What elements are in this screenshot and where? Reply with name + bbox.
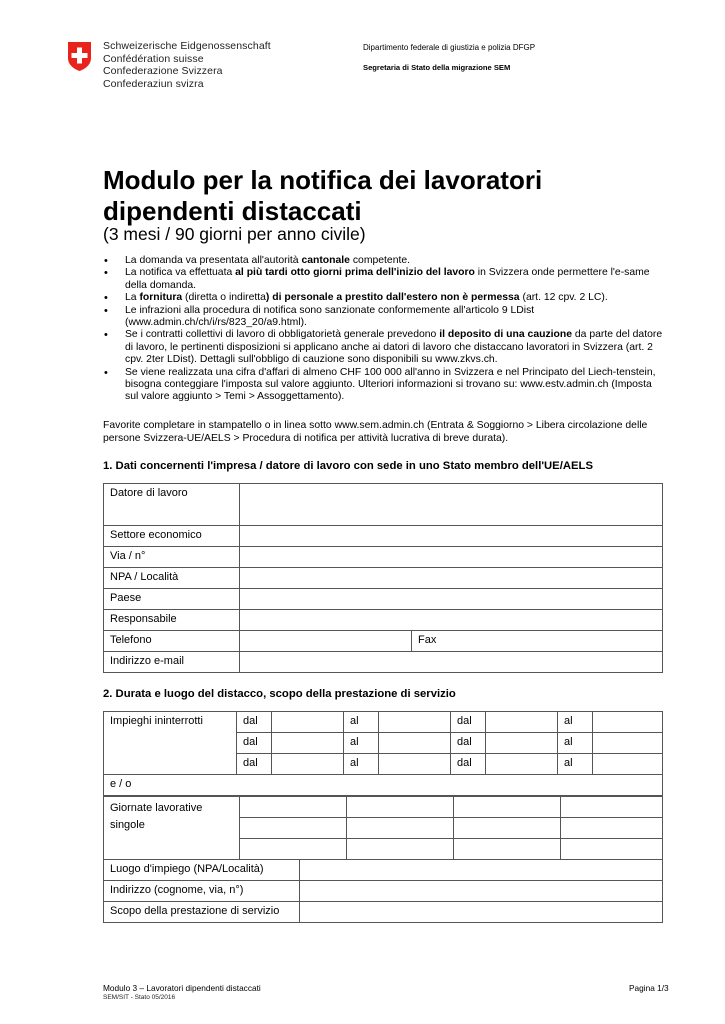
- employer-label: Datore di lavoro: [104, 484, 240, 526]
- day-field[interactable]: [454, 839, 561, 860]
- from-label: dal: [451, 733, 486, 754]
- footer-version: SEM/SIT - Stato 05/2016: [103, 994, 176, 1001]
- or-row: e / o: [104, 775, 663, 796]
- secretariat-name: Segretaria di Stato della migrazione SEM: [363, 63, 511, 72]
- page-title: [103, 165, 542, 227]
- day-field[interactable]: [240, 818, 347, 839]
- page-subtitle: (3 mesi / 90 giorni per anno civile): [103, 224, 366, 244]
- day-field[interactable]: [240, 797, 347, 818]
- from-date-field[interactable]: [272, 733, 344, 754]
- to-date-field[interactable]: [379, 733, 451, 754]
- place-label: Luogo d'impiego (NPA/Località): [104, 860, 300, 881]
- day-field[interactable]: [454, 818, 561, 839]
- purpose-field[interactable]: [300, 902, 663, 923]
- list-item: • Se viene realizzata una cifra d'affari di almeno CHF 100 000 all'anno in Svizzera e nel Principato del Liech-tenstein, bisogna conteggiare l'imposta sul valore aggiunto. Ulteriori informazioni si trovano su: www.estv.admin.ch (Imposta sul valore aggiunto > Temi > Assoggettamento).: [103, 367, 663, 404]
- intro-text: Favorite completare in stampatello o in linea sotto www.sem.admin.ch (Entrata & Soggiorno > Libera circolazione delle persone Svizzera-UE/AELS > Procedura di notifica per attività lucrativa di breve durata).: [103, 420, 648, 444]
- day-field[interactable]: [561, 797, 663, 818]
- email-field[interactable]: [240, 652, 663, 673]
- periods-label: Impieghi ininterrotti: [104, 712, 237, 775]
- to-date-field[interactable]: [593, 754, 663, 775]
- department-name: Dipartimento federale di giustizia e polizia DFGP: [363, 43, 536, 52]
- section-1-title: 1. Dati concernenti l'impresa / datore di lavoro con sede in uno Stato membro dell'UE/AELS: [103, 460, 593, 472]
- purpose-label: Scopo della prestazione di servizio: [104, 902, 300, 923]
- agency-line: Confederaziun svizra: [103, 77, 204, 90]
- from-label: dal: [237, 754, 272, 775]
- street-field[interactable]: [240, 547, 663, 568]
- employer-table: [103, 483, 663, 673]
- street-label: Via / n°: [104, 547, 240, 568]
- sector-label: Settore economico: [104, 526, 240, 547]
- fax-cell[interactable]: [412, 631, 663, 652]
- from-label: dal: [451, 754, 486, 775]
- from-date-field[interactable]: [486, 712, 558, 733]
- from-label: dal: [237, 733, 272, 754]
- section-2-title: 2. Durata e luogo del distacco, scopo della prestazione di servizio: [103, 688, 456, 700]
- footer-form-name: Modulo 3 – Lavoratori dipendenti distaccati: [103, 983, 261, 993]
- day-field[interactable]: [347, 818, 454, 839]
- day-field[interactable]: [347, 839, 454, 860]
- place-table: [103, 859, 663, 923]
- from-date-field[interactable]: [272, 754, 344, 775]
- list-item: • Le infrazioni alla procedura di notifica sono sanzionate conformemente all'articolo 9 LDist (www.admin.ch/ch/i/rs/823_20/a9.html).: [103, 305, 663, 330]
- to-label: al: [344, 754, 379, 775]
- fax-label: Fax: [418, 634, 437, 646]
- instructions-list: [103, 255, 663, 404]
- day-field[interactable]: [561, 818, 663, 839]
- from-label: dal: [237, 712, 272, 733]
- single-days-table: [103, 796, 663, 860]
- from-date-field[interactable]: [486, 733, 558, 754]
- from-date-field[interactable]: [486, 754, 558, 775]
- manager-label: Responsabile: [104, 610, 240, 631]
- list-item: • Se i contratti collettivi di lavoro di obbligatorietà generale prevedono il deposito di una cauzione da parte del datore di lavoro, le pertinenti disposizioni si applicano anche ai datori di lavoro che distaccano lavoratori in Svizzera (art. 2 cpv. 2ter LDist). Dettagli sull'obbligo di cauzione sono disponibili su www.zkvs.ch.: [103, 329, 663, 366]
- address-label: Indirizzo (cognome, via, n°): [104, 881, 300, 902]
- postcode-field[interactable]: [240, 568, 663, 589]
- single-days-label: Giornate lavorative singole: [104, 797, 240, 860]
- day-field[interactable]: [561, 839, 663, 860]
- periods-table: [103, 711, 663, 796]
- country-label: Paese: [104, 589, 240, 610]
- agency-line: Confederazione Svizzera: [103, 65, 223, 78]
- title-line: Modulo per la notifica dei lavoratori: [103, 165, 543, 195]
- from-label: dal: [451, 712, 486, 733]
- to-label: al: [558, 754, 593, 775]
- agency-line: Schweizerische Eidgenossenschaft: [103, 40, 271, 52]
- list-item: • La fornitura (diretta o indiretta) di personale a prestito dall'estero non è permessa (art. 12 cpv. 2 LC).: [103, 292, 663, 304]
- phone-label: Telefono: [104, 631, 240, 652]
- list-item: • La domanda va presentata all'autorità cantonale competente.: [103, 255, 663, 267]
- to-label: al: [558, 712, 593, 733]
- agency-line: Confédération suisse: [103, 52, 204, 65]
- to-date-field[interactable]: [379, 712, 451, 733]
- country-field[interactable]: [240, 589, 663, 610]
- place-field[interactable]: [300, 860, 663, 881]
- to-label: al: [558, 733, 593, 754]
- sector-field[interactable]: [240, 526, 663, 547]
- swiss-flag-logo: [66, 41, 93, 72]
- manager-field[interactable]: [240, 610, 663, 631]
- employer-field[interactable]: [240, 484, 663, 526]
- to-label: al: [344, 733, 379, 754]
- agency-names: [103, 40, 271, 90]
- day-field[interactable]: [454, 797, 561, 818]
- to-label: al: [344, 712, 379, 733]
- postcode-label: NPA / Località: [104, 568, 240, 589]
- to-date-field[interactable]: [379, 754, 451, 775]
- email-label: Indirizzo e-mail: [104, 652, 240, 673]
- from-date-field[interactable]: [272, 712, 344, 733]
- list-item: • La notifica va effettuata al più tardi otto giorni prima dell'inizio del lavoro in Svizzera onde permettere l'e-same della domanda.: [103, 267, 663, 292]
- day-field[interactable]: [347, 797, 454, 818]
- phone-field[interactable]: [240, 631, 412, 652]
- title-line: dipendenti distaccati: [103, 196, 362, 226]
- to-date-field[interactable]: [593, 733, 663, 754]
- address-field[interactable]: [300, 881, 663, 902]
- page-number: Pagina 1/3: [629, 983, 669, 993]
- day-field[interactable]: [240, 839, 347, 860]
- to-date-field[interactable]: [593, 712, 663, 733]
